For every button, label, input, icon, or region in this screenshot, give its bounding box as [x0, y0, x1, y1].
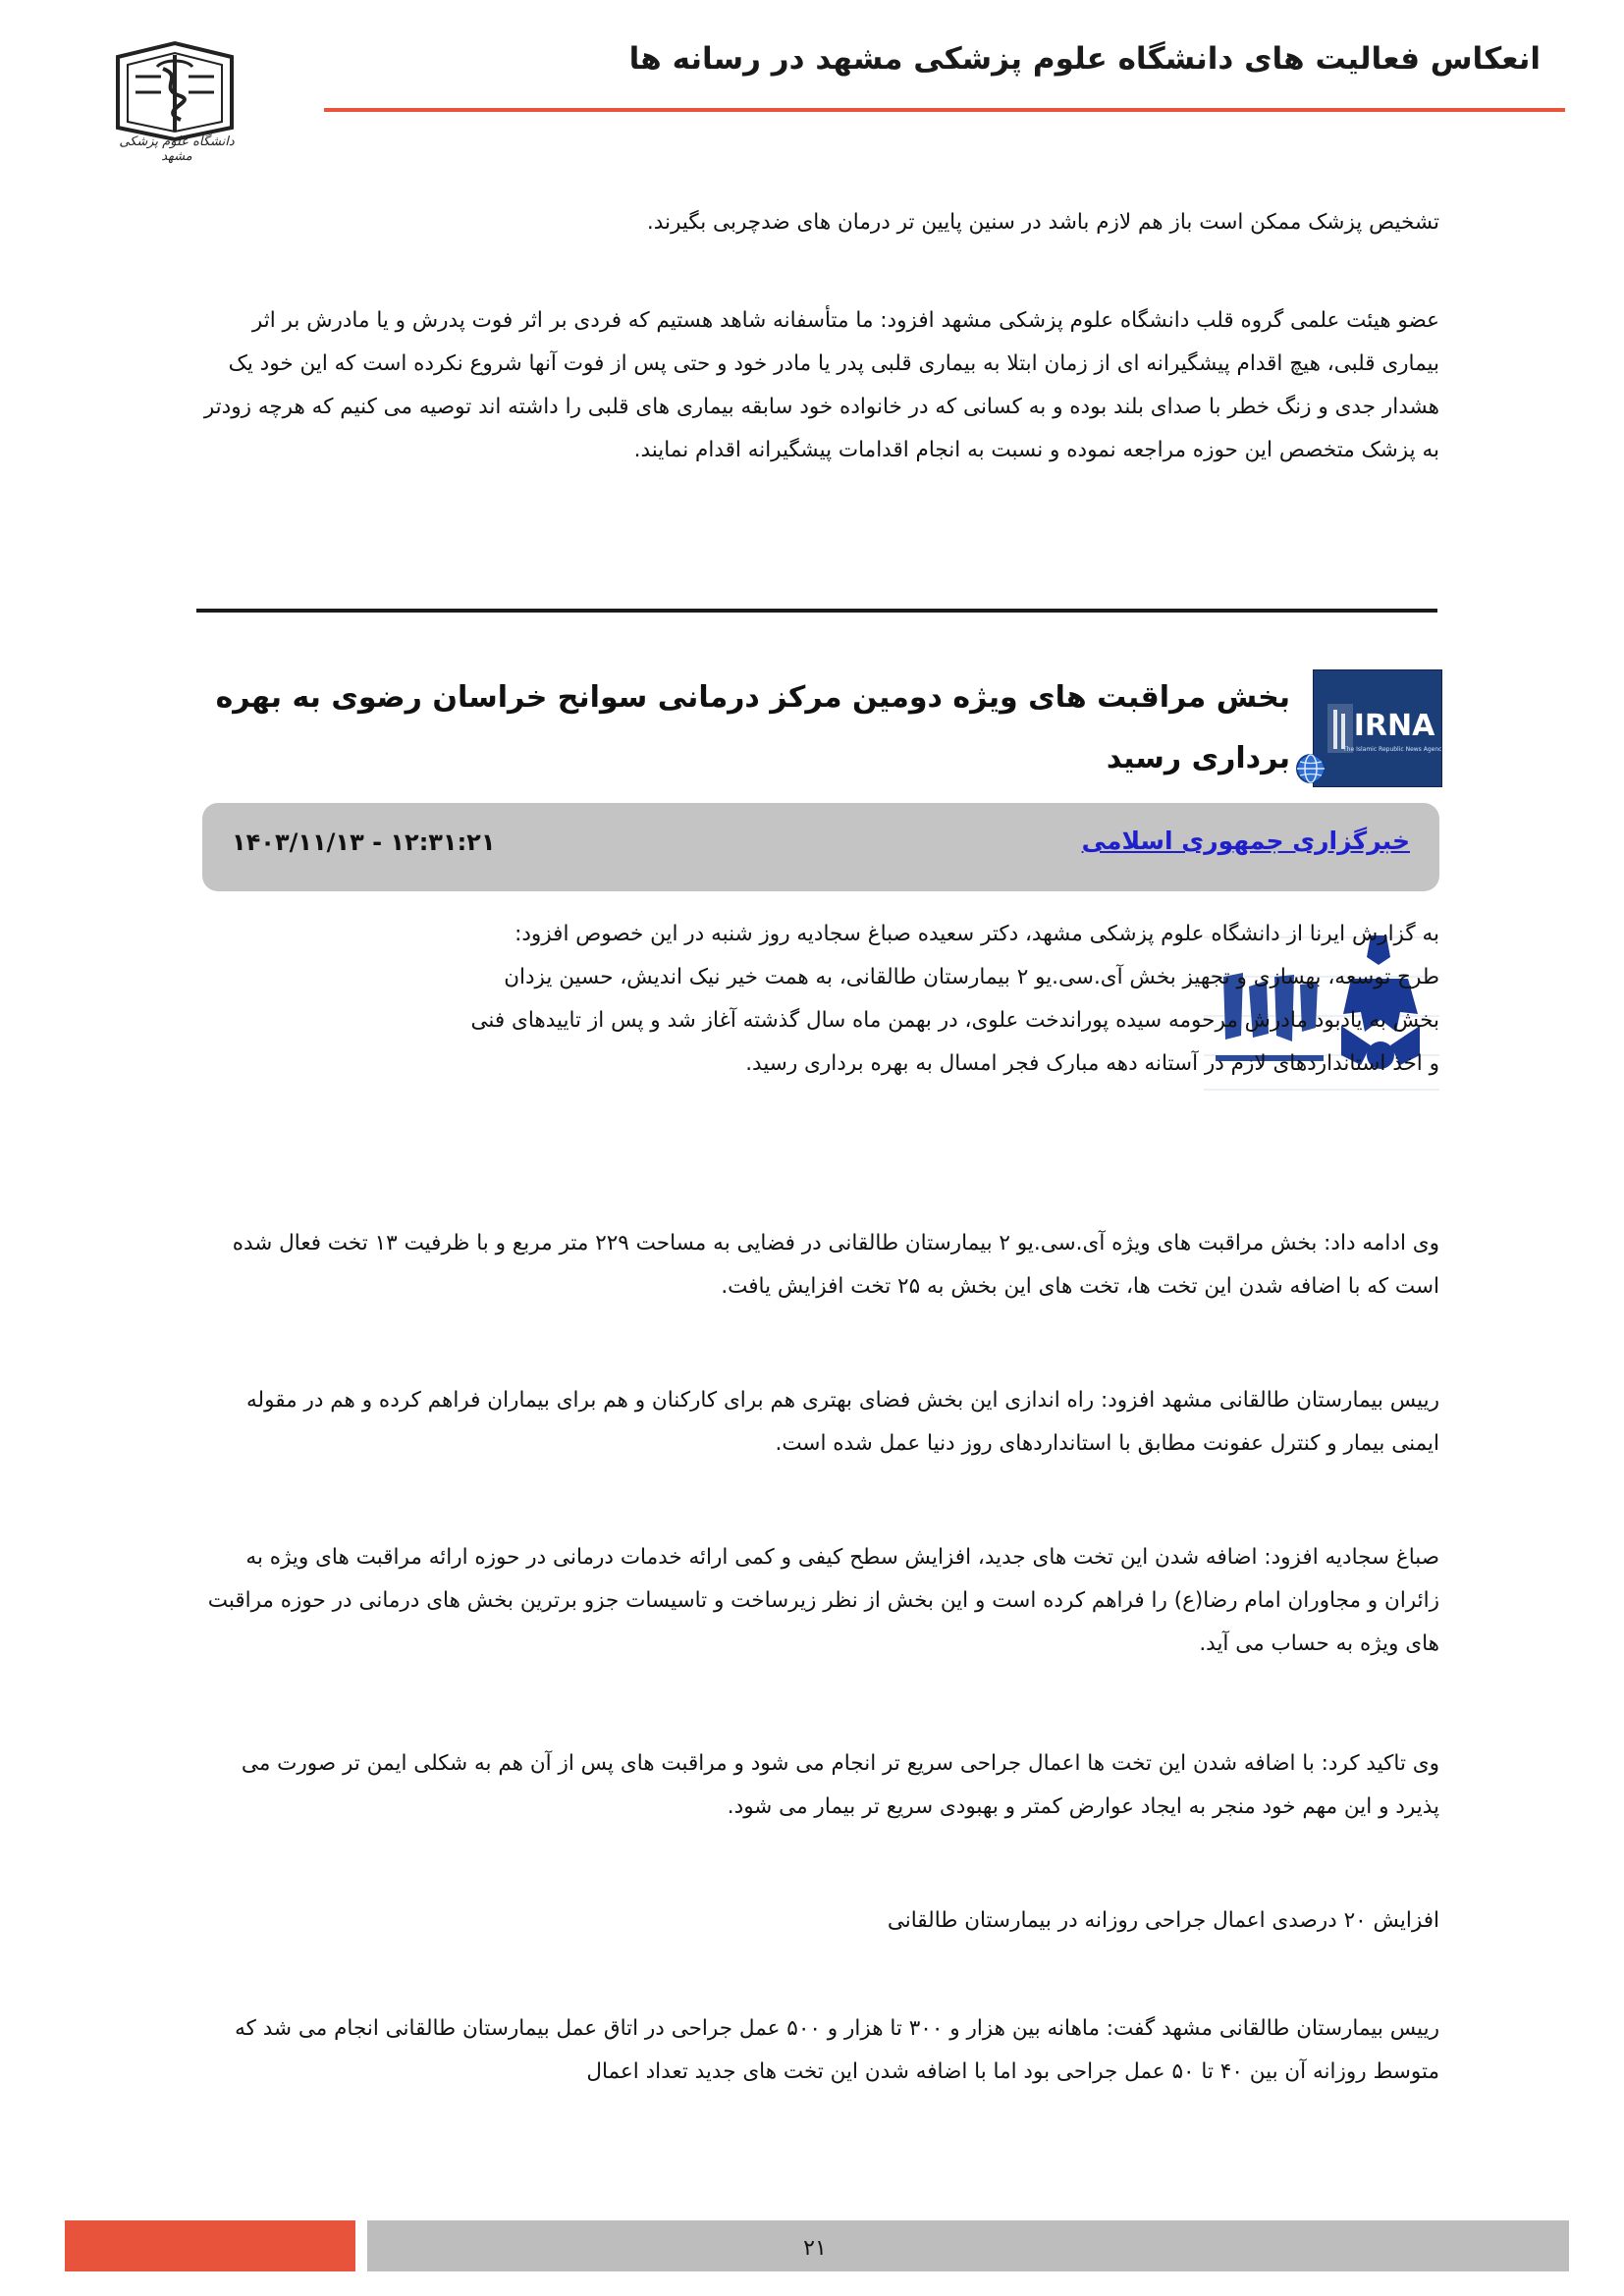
news-paragraph-2: وی ادامه داد: بخش مراقبت های ویژه آی.سی.یو ۲ بیمارستان طالقانی در فضایی به مساحت ۲۲۹ متر مربع و با ظرفیت ۱۳ تخت فعال شده است که با اضافه شدن این تخت ها، تخت های این بخش به ۲۵ تخت افزایش یافت. [232, 1231, 1439, 1299]
news-source-link[interactable]: خبرگزاری جمهوری اسلامی [1081, 827, 1410, 855]
header-title: انعکاس فعالیت های دانشگاه علوم پزشکی مشهد در رسانه ها [628, 41, 1541, 77]
news-paragraph-6: رییس بیمارستان طالقانی مشهد گفت: ماهانه بین هزار و ۳۰۰ تا هزار و ۵۰۰ عمل جراحی در اتاق عمل بیمارستان طالقانی انجام می شد که متوسط روزانه آن بین ۴۰ تا ۵۰ عمل جراحی بود اما با اضافه شدن این تخت های جدید تعداد اعمال [235, 2016, 1439, 2084]
news-paragraph-3: رییس بیمارستان طالقانی مشهد افزود: راه اندازی این بخش فضای بهتری هم برای کارکنان و هم برای بیماران فراهم کرده و هم در مقوله ایمنی بیمار و کنترل عفونت مطابق با استانداردهای روز دنیا عمل شده است. [246, 1388, 1439, 1456]
news-paragraph-1 [192, 913, 1439, 1109]
news-subheading: افزایش ۲۰ درصدی اعمال جراحی روزانه در بیمارستان طالقانی [887, 1908, 1439, 1933]
footer-accent-bar [65, 2220, 355, 2271]
footer-gray-bar [367, 2220, 1569, 2271]
logo-caption: دانشگاه علوم پزشکی مشهد [119, 134, 235, 164]
news-paragraph-4: صباغ سجادیه افزود: اضافه شدن این تخت های جدید، افزایش سطح کیفی و کمی ارائه خدمات درمانی در حوزه ارائه مراقبت های ویژه به زائران و مجاوران امام رضا(ع) را فراهم کرده است و این بخش از نظر زیرساخت و تاسیسات جزو برترین بخش های درمانی در حوزه مراقبت های ویژه به حساب می آید. [207, 1545, 1439, 1656]
irna-logo [1313, 669, 1442, 787]
intro-paragraph-1: تشخیص پزشک ممکن است باز هم لازم باشد در سنین پایین تر درمان های ضدچربی بگیرند. [646, 210, 1439, 235]
logo-float-spacer [192, 913, 467, 1109]
news-datetime: ۱۴۰۳/۱۱/۱۳ - ۱۲:۳۱:۲۱ [232, 828, 496, 856]
irna-logo-subtext: The Islamic Republic News Agency [1343, 746, 1441, 753]
news-title: بخش مراقبت های ویژه دومین مرکز درمانی سوانح خراسان رضوی به بهره برداری رسید [215, 680, 1290, 775]
news-paragraph-5: وی تاکید کرد: با اضافه شدن این تخت ها اعمال جراحی سریع تر انجام می شود و مراقبت های پس از آن هم به شکلی ایمن تر صورت می پذیرد و این مهم خود منجر به ایجاد عوارض کمتر و بهبودی سریع تر بیمار می شود. [241, 1751, 1439, 1819]
globe-icon[interactable] [1294, 752, 1327, 785]
news-source-bar [202, 803, 1439, 891]
page-number: ۲۱ [803, 2236, 827, 2261]
irna-logo-text: IRNA [1353, 709, 1435, 743]
section-divider [196, 609, 1437, 613]
intro-paragraph-2: عضو هیئت علمی گروه قلب دانشگاه علوم پزشکی مشهد افزود: ما متأسفانه شاهد هستیم که فردی بر اثر فوت پدرش و یا مادرش بر اثر بیماری قلبی، هیچ اقدام پیشگیرانه ای از زمان ابتلا به بیماری قلبی پدر یا مادر خود و حتی پس از فوت آنها شروع نکرده است که این خود یک هشدار جدی و زنگ خطر با صدای بلند بوده و به کسانی که در خانواده خود سابقه بیماری های قلبی را داشته اند توصیه می کنیم که هرچه زودتر به پزشک متخصص این حوزه مراجعه نموده و نسبت به انجام اقدامات پیشگیرانه اقدام نمایند. [203, 308, 1439, 462]
header-rule [324, 108, 1565, 112]
news-paragraph-1-text: به گزارش ایرنا از دانشگاه علوم پزشکی مشهد، دکتر سعیده صباغ سجادیه روز شنبه در این خصوص افزود: طرح توسعه، بهسازی و تجهیز بخش آی.سی.یو ۲ بیمارستان طالقانی، به همت خیر نیک اندیش، حسین یزدان بخش به یادبود مادرش مرحومه سیده پوراندخت علوی، در بهمن ماه سال گذشته آغاز شد و پس از تاییدهای فنی و اخذ استانداردهای لازم در آستانه دهه مبارک فجر امسال به بهره برداری رسید. [470, 922, 1439, 1076]
